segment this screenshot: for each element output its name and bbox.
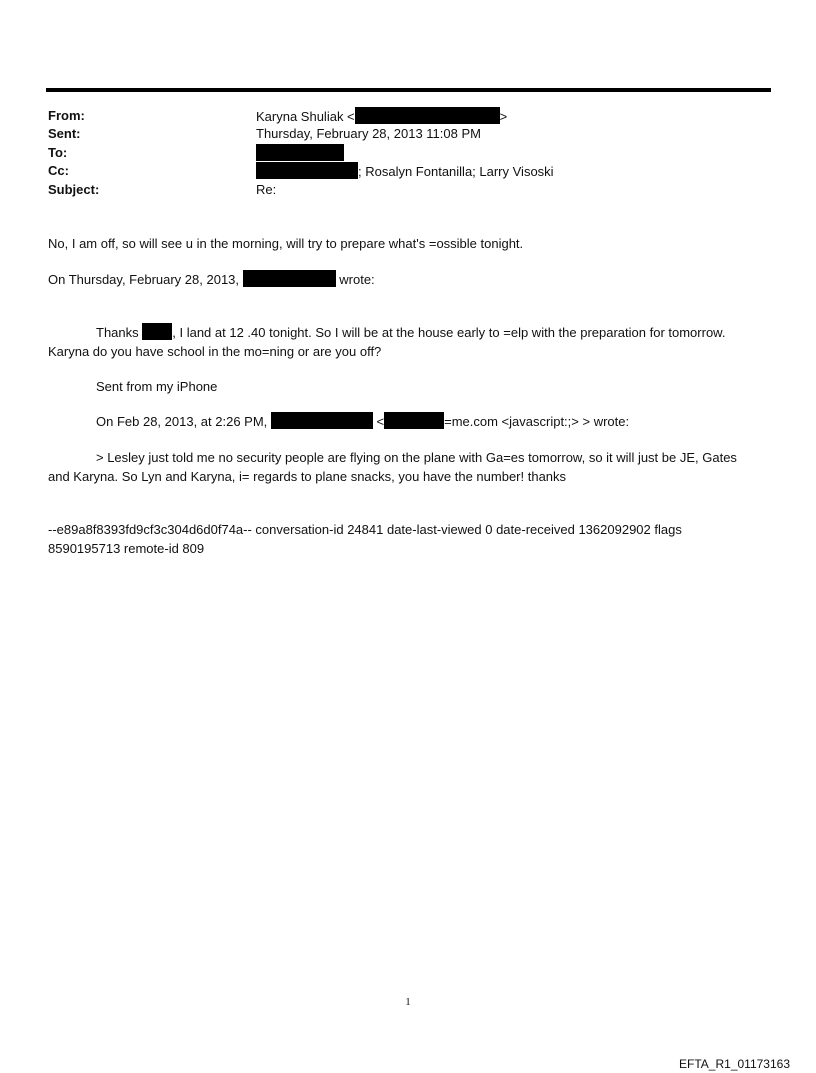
on-feb-suffix: =me.com <javascript:;> > wrote: [444,414,630,429]
lesley-line-2: and Karyna. So Lyn and Karyna, i= regards to plane snacks, you have the number! thanks [48,469,567,484]
document-id: EFTA_R1_01173163 [679,1057,790,1071]
redaction-block [256,162,358,179]
from-label: From: [48,108,85,123]
subject-value: Re: [256,182,277,197]
thanks-prefix: Thanks [96,325,139,340]
on-feb-prefix: On Feb 28, 2013, at 2:26 PM, [96,414,268,429]
on-feb-line [96,412,629,431]
from-tail: > [499,109,508,124]
to-value [256,144,344,163]
on-thursday-prefix: On Thursday, February 28, 2013, [48,272,240,287]
redaction-block [384,412,444,429]
redaction-block [256,144,344,161]
subject-label: Subject: [48,182,100,197]
sent-from-iphone: Sent from my iPhone [96,379,218,394]
cc-names: ; Rosalyn Fontanilla; Larry Visoski [358,164,554,179]
from-value [256,107,507,126]
redaction-block [355,107,500,124]
sent-label: Sent: [48,126,81,141]
cc-value [256,162,554,181]
redaction-block [243,270,336,287]
thanks-suffix: , I land at 12 .40 tonight. So I will be at the house early to =elp with the preparation for tomorrow. [172,325,726,340]
from-name: Karyna Shuliak < [256,109,355,124]
to-label: To: [48,145,68,160]
on-thursday-line [48,270,770,289]
cc-label: Cc: [48,163,69,178]
on-feb-lt: < [376,414,385,429]
thanks-line-2: Karyna do you have school in the mo=ning or are you off? [48,344,382,359]
on-thursday-suffix: wrote: [339,272,375,287]
thanks-line [96,323,725,342]
reply-line: No, I am off, so will see u in the morning, will try to prepare what's =ossible tonight. [48,236,524,251]
meta-line-1: --e89a8f8393fd9cf3c304d6d0f74a-- conversation-id 24841 date-last-viewed 0 date-received 1362092902 flags [48,522,682,537]
lesley-line-1: > Lesley just told me no security people are flying on the plane with Ga=es tomorrow, so it will just be JE, Gates [96,450,737,465]
redaction-block [142,323,172,340]
meta-line-2: 8590195713 remote-id 809 [48,541,205,556]
header-rule [46,88,771,92]
redaction-block [271,412,373,429]
sent-value: Thursday, February 28, 2013 11:08 PM [256,126,481,141]
page-number: 1 [405,996,411,1008]
